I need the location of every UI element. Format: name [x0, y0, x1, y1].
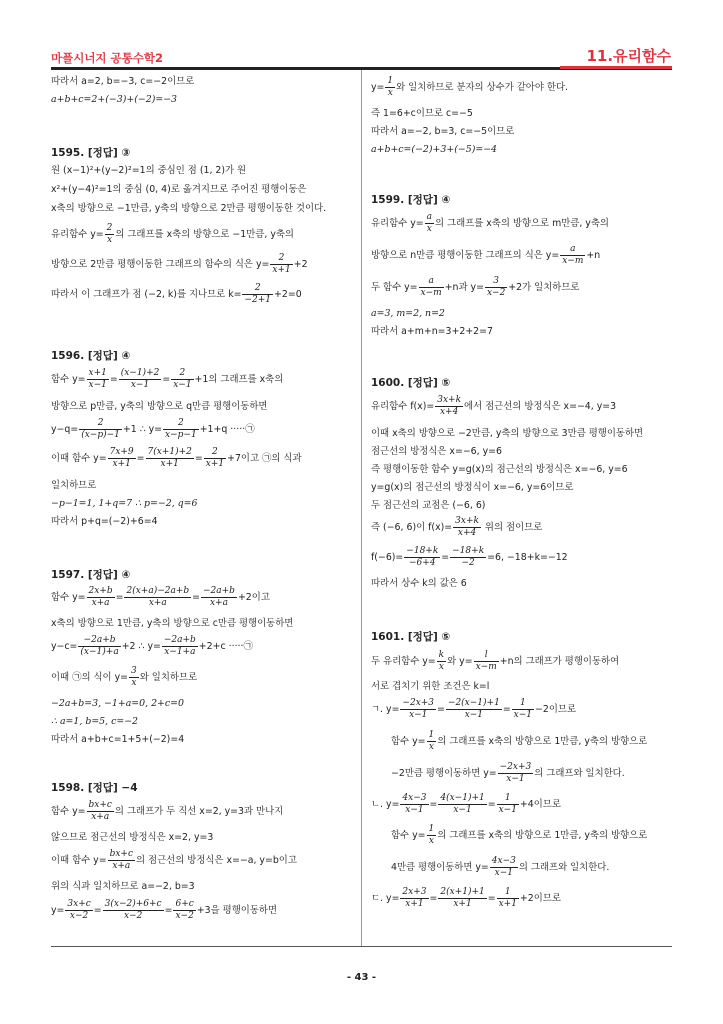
fraction: $\frac{bx+c}{x+a}$ [109, 849, 134, 871]
fraction: $\frac{1}{x}$ [428, 824, 435, 846]
fraction: $\frac{1}{x+1}$ [498, 887, 517, 909]
text-line: 두 함수 y= $\frac{a}{x-m}$ +n과 y= $\frac{3}{x-2}$ +2가 일치하므로 [371, 276, 580, 298]
text-line: 함수 y= $\frac{1}{x}$ 의 그래프를 x축의 방향으로 1만큼, y축의 방향으로 [391, 824, 648, 846]
text-line: 유리함수 y= $\frac{a}{x}$ 의 그래프를 x축의 방향으로 m만큼, y축의 [371, 212, 609, 234]
text-line: 함수 y= $\frac{1}{x}$ 의 그래프를 x축의 방향으로 1만큼, y축의 방향으로 [391, 730, 648, 752]
text-line: 않으므로 점근선의 방정식은 x=2, y=3 [51, 832, 214, 843]
fraction: $\frac{3x+c}{x-2}$ [67, 899, 91, 921]
text-line: x²+(y−4)²=1의 중심 (0, 4)로 옮겨지므로 주어진 평행이동은 [51, 184, 307, 195]
chapter-title: 11.유리함수 [586, 47, 671, 65]
fraction: $\frac{-2x+3}{x-1}$ [402, 698, 435, 720]
text-line: 원 (x−1)²+(y−2)²=1의 중심인 점 (1, 2)가 원 [51, 165, 247, 176]
book-title: 마플시너지 공통수학2 [51, 51, 163, 65]
footer-rule [51, 946, 672, 947]
solution-title-1600: 1600. [정답] ⑤ [371, 377, 451, 389]
header-accent-rule [560, 66, 672, 69]
equation-line: a+b+c=(−2)+3+(−5)=−4 [371, 144, 498, 155]
text-line: 따라서 상수 k의 값은 6 [371, 578, 467, 589]
fraction: $\frac{1}{x}$ [428, 730, 435, 752]
text-line: 따라서 a=−2, b=3, c=−5이므로 [371, 126, 515, 137]
fraction: $\frac{3(x-2)+6+c}{x-2}$ [104, 899, 162, 921]
fraction: $\frac{2}{-2+1}$ [244, 283, 272, 305]
text-line: 함수 y= $\frac{x+1}{x-1}$ = $\frac{(x-1)+2}{x-1}$ = $\frac{2}{x-1}$ +1의 그래프를 x축의 [51, 368, 284, 390]
solution-title-1597: 1597. [정답] ④ [51, 569, 131, 581]
fraction: $\frac{-2a+b}{x+a}$ [203, 586, 235, 608]
fraction: $\frac{2}{x-p-1}$ [165, 418, 197, 440]
text-line: ㄱ. y= $\frac{-2x+3}{x-1}$ = $\frac{-2(x-1)+1}{x-1}$ = $\frac{1}{x-1}$ −2이므로 [371, 698, 577, 720]
fraction: $\frac{1}{x}$ [387, 76, 394, 98]
text-line: y=g(x)의 점근선의 방정식이 x=−6, y=6이므로 [371, 482, 574, 493]
text-line: x축의 방향으로 −1만큼, y축의 방향으로 2만큼 평행이동한 것이다. [51, 203, 327, 214]
fraction: $\frac{-2(x-1)+1}{x-1}$ [447, 698, 500, 720]
fraction: $\frac{a}{x}$ [426, 212, 432, 234]
text-line: 함수 y= $\frac{bx+c}{x+a}$ 의 그래프가 두 직선 x=2, y=3과 만나지 [51, 800, 284, 822]
fraction: $\frac{a}{x-m}$ [420, 276, 442, 298]
text-line: x축의 방향으로 1만큼, y축의 방향으로 c만큼 평행이동하면 [51, 618, 294, 629]
fraction: $\frac{k}{x}$ [438, 650, 445, 672]
fraction: $\frac{2x+b}{x+a}$ [88, 586, 113, 608]
fraction: $\frac{-2a+b}{x-1+a}$ [163, 635, 196, 657]
fraction: $\frac{3}{x}$ [131, 666, 137, 688]
fraction: $\frac{a}{x-m}$ [562, 244, 584, 266]
fraction: $\frac{7(x+1)+2}{x+1}$ [147, 447, 192, 469]
text-line: 따라서 a+m+n=3+2+2=7 [371, 326, 493, 337]
fraction: $\frac{x+1}{x-1}$ [88, 368, 107, 390]
text-line: 따라서 a=2, b=−3, c=−2이므로 [51, 76, 195, 87]
fraction: $\frac{6+c}{x-2}$ [175, 899, 194, 921]
fraction: $\frac{2}{x}$ [106, 223, 113, 245]
solution-title-1598: 1598. [정답] −4 [51, 782, 138, 794]
text-line: y−c= $\frac{-2a+b}{(x-1)+a}$ +2 ∴ y= $\frac{-2a+b}{x-1+a}$ +2+c ·····㉠ [51, 635, 253, 657]
text-line: −2만큼 평행이동하면 y= $\frac{-2x+3}{x-1}$ 의 그래프와 일치한다. [391, 762, 625, 784]
equation-line: a=3, m=2, n=2 [371, 308, 445, 319]
fraction: $\frac{4x-3}{x-1}$ [402, 793, 427, 815]
column-divider [361, 70, 362, 946]
fraction: $\frac{l}{x-m}$ [475, 650, 497, 672]
solution-title-1595: 1595. [정답] ③ [51, 147, 131, 159]
fraction: $\frac{4(x-1)+1}{x-1}$ [440, 793, 485, 815]
text-line: 두 유리함수 y= $\frac{k}{x}$ 와 y= $\frac{l}{x-m}$ +n의 그래프가 평행이동하여 [371, 650, 620, 672]
page-number: - 43 - [346, 972, 377, 983]
fraction: $\frac{2x+3}{x+1}$ [402, 887, 427, 909]
equation-line: ∴ a=1, b=5, c=−2 [51, 716, 139, 727]
text-line: 즉 평행이동한 함수 y=g(x)의 점근선의 방정식은 x=−6, y=6 [371, 464, 628, 475]
fraction: $\frac{-2x+3}{x-1}$ [499, 762, 532, 784]
text-line: 방향으로 n만큼 평행이동한 그래프의 식은 y= $\frac{a}{x-m}$ +n [371, 244, 601, 266]
fraction: $\frac{2}{x-1}$ [173, 368, 192, 390]
solution-title-1601: 1601. [정답] ⑤ [371, 631, 451, 643]
text-line: 일치하므로 [51, 480, 97, 491]
solution-title-1599: 1599. [정답] ④ [371, 194, 451, 206]
fraction: $\frac{2}{x+1}$ [272, 253, 291, 275]
text-line: 이때 ㉠의 식이 y= $\frac{3}{x}$ 와 일치하므로 [51, 666, 198, 688]
fraction: $\frac{2(x+a)-2a+b}{x+a}$ [126, 586, 190, 608]
text-line: 따라서 이 그래프가 점 (−2, k)를 지나므로 k= $\frac{2}{-2+1}$ +2=0 [51, 283, 302, 305]
text-line: 따라서 a+b+c=1+5+(−2)=4 [51, 734, 185, 745]
text-line: 유리함수 f(x)= $\frac{3x+k}{x+4}$ 에서 점근선의 방정식은 x=−4, y=3 [371, 395, 617, 417]
fraction: $\frac{bx+c}{x+a}$ [88, 800, 112, 822]
text-line: 이때 함수 y= $\frac{bx+c}{x+a}$ 의 점근선의 방정식은 x=−a, y=b이고 [51, 849, 297, 871]
text-line: y−q= $\frac{2}{(x-p)-1}$ +1 ∴ y= $\frac{2}{x-p-1}$ +1+q ·····㉠ [51, 418, 255, 440]
text-line: 이때 x축의 방향으로 −2만큼, y축의 방향으로 3만큼 평행이동하면 [371, 428, 644, 439]
text-line: 점근선의 방정식은 x=−6, y=6 [371, 446, 502, 457]
fraction: $\frac{2}{x+1}$ [205, 447, 225, 469]
text-line: 서로 겹치기 위한 조건은 k=l [371, 681, 490, 692]
text-line: y= $\frac{3x+c}{x-2}$ = $\frac{3(x-2)+6+c}{x-2}$ = $\frac{6+c}{x-2}$ +3을 평행이동하면 [51, 899, 278, 921]
fraction: $\frac{-18+k}{-6+4}$ [406, 546, 439, 568]
text-line: 방향으로 p만큼, y축의 방향으로 q만큼 평행이동하면 [51, 401, 268, 412]
text-line: y= $\frac{1}{x}$ 와 일치하므로 분자의 상수가 같아야 한다. [371, 76, 568, 98]
text-line: ㄷ. y= $\frac{2x+3}{x+1}$ = $\frac{2(x+1)+1}{x+1}$ = $\frac{1}{x+1}$ +2이므로 [371, 887, 561, 909]
solution-title-1596: 1596. [정답] ④ [51, 350, 131, 362]
fraction: $\frac{2(x+1)+1}{x+1}$ [440, 887, 485, 909]
fraction: $\frac{2}{(x-p)-1}$ [81, 418, 120, 440]
text-line: 4만큼 평행이동하면 y= $\frac{4x-3}{x-1}$ 의 그래프와 일치한다. [391, 856, 610, 878]
text-line: f(−6)= $\frac{-18+k}{-6+4}$ = $\frac{-18+k}{-2}$ =6, −18+k=−12 [371, 546, 568, 568]
fraction: $\frac{3x+k}{x+4}$ [437, 395, 462, 417]
fraction: $\frac{4x-3}{x-1}$ [491, 856, 516, 878]
equation-line: a+b+c=2+(−3)+(−2)=−3 [51, 94, 178, 105]
fraction: $\frac{1}{x-1}$ [498, 793, 517, 815]
text-line: ㄴ. y= $\frac{4x-3}{x-1}$ = $\frac{4(x-1)+1}{x-1}$ = $\frac{1}{x-1}$ +4이므로 [371, 793, 561, 815]
text-line: 따라서 p+q=(−2)+6=4 [51, 516, 158, 527]
text-line: 즉 1=6+c이므로 c=−5 [371, 108, 473, 119]
text-line: 유리함수 y= $\frac{2}{x}$ 의 그래프를 x축의 방향으로 −1만큼, y축의 [51, 223, 294, 245]
fraction: $\frac{3x+k}{x+4}$ [455, 516, 479, 538]
equation-line: −p−1=1, 1+q=7 ∴ p=−2, q=6 [51, 498, 198, 509]
text-line: 함수 y= $\frac{2x+b}{x+a}$ = $\frac{2(x+a)-2a+b}{x+a}$ = $\frac{-2a+b}{x+a}$ +2이고 [51, 586, 270, 608]
text-line: 위의 식과 일치하므로 a=−2, b=3 [51, 881, 195, 892]
text-line: 이때 함수 y= $\frac{7x+9}{x+1}$ = $\frac{7(x+1)+2}{x+1}$ = $\frac{2}{x+1}$ +7이고 ㉠의 식과 [51, 447, 302, 469]
fraction: $\frac{(x-1)+2}{x-1}$ [120, 368, 160, 390]
text-line: 두 점근선의 교점은 (−6, 6) [371, 500, 486, 511]
text-line: 방향으로 2만큼 평행이동한 그래프의 함수의 식은 y= $\frac{2}{x+1}$ +2 [51, 253, 308, 275]
fraction: $\frac{-18+k}{-2}$ [452, 546, 485, 568]
fraction: $\frac{-2a+b}{(x-1)+a}$ [80, 635, 119, 657]
fraction: $\frac{1}{x-1}$ [513, 698, 533, 720]
fraction: $\frac{3}{x-2}$ [486, 276, 506, 298]
equation-line: −2a+b=3, −1+a=0, 2+c=0 [51, 698, 184, 709]
text-line: 즉 (−6, 6)이 f(x)= $\frac{3x+k}{x+4}$ 위의 점이므로 [371, 516, 543, 538]
fraction: $\frac{7x+9}{x+1}$ [109, 447, 134, 469]
